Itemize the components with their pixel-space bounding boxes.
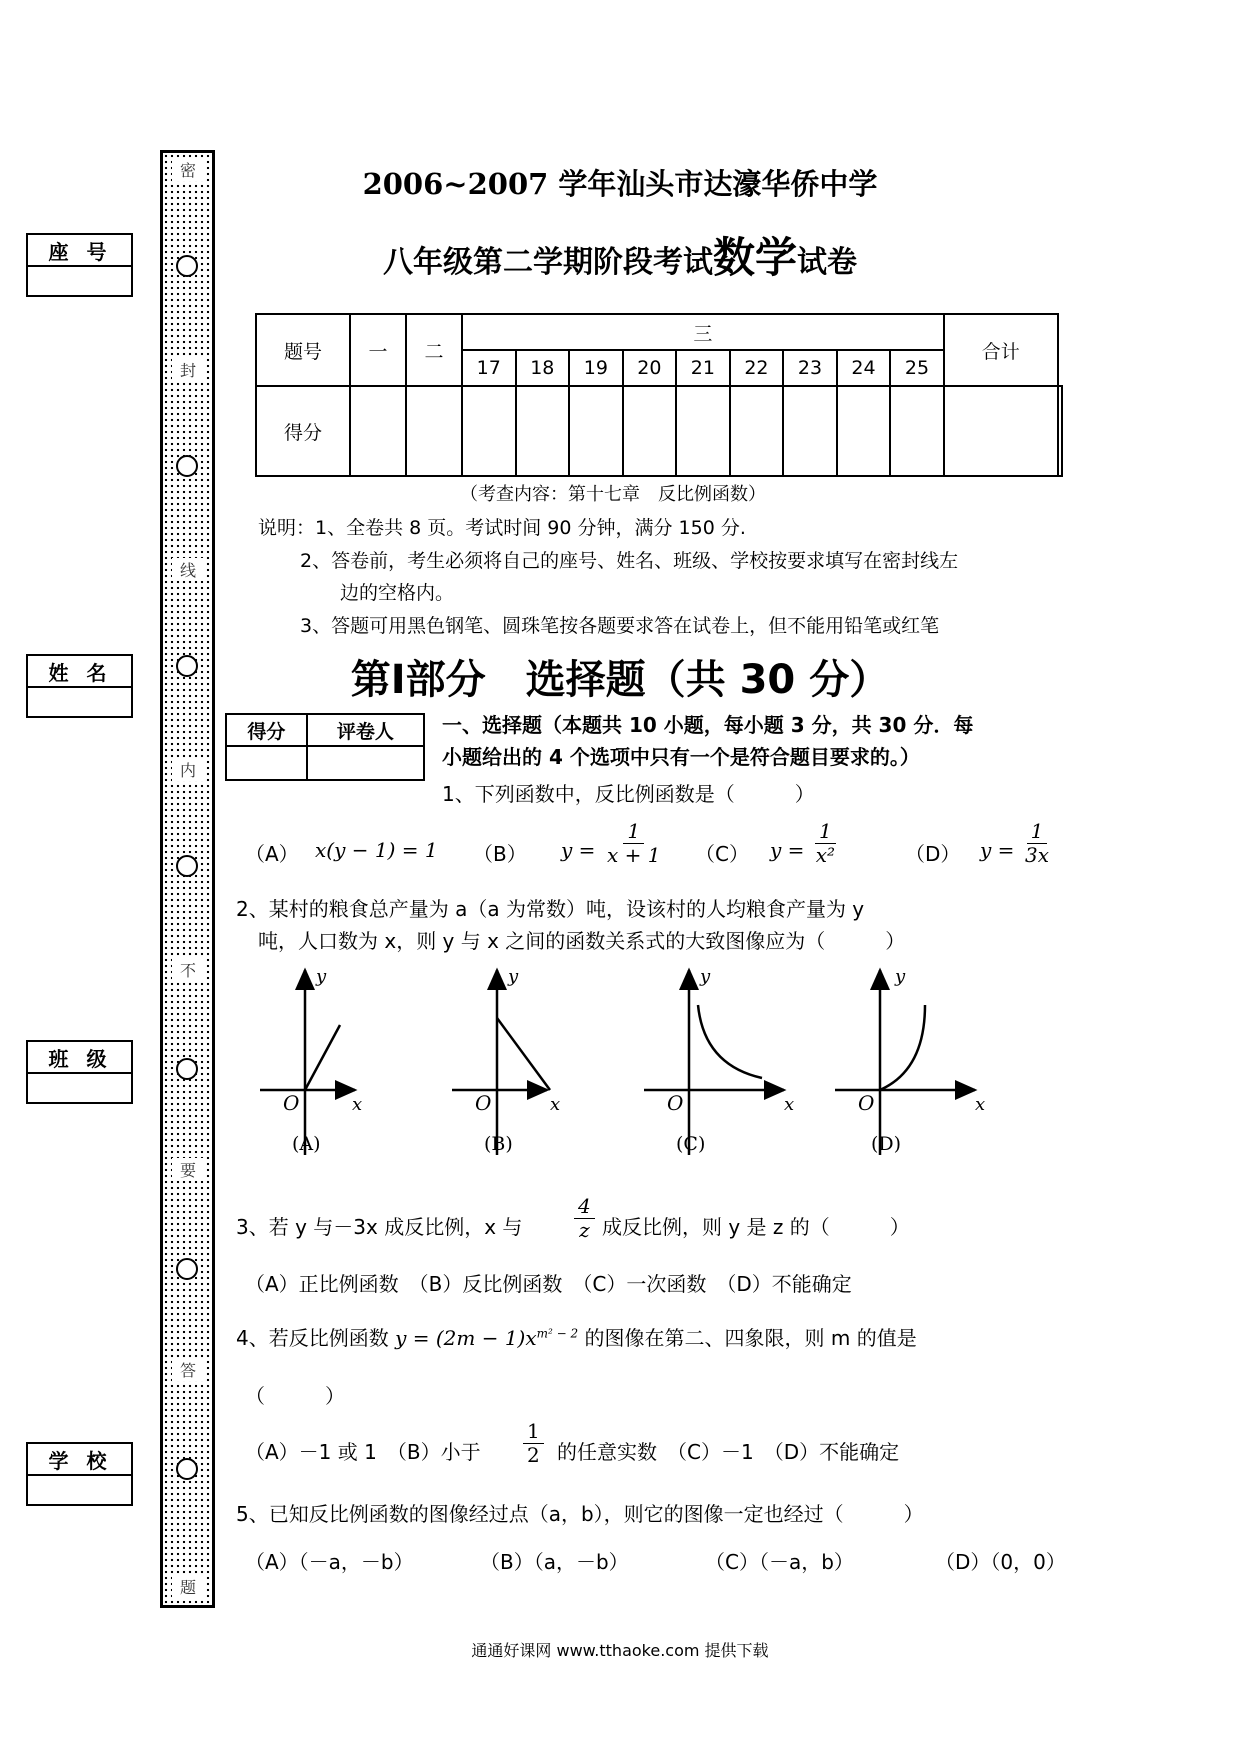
q3-pre: 3、若 y 与－3x 成反比例，x 与 — [236, 1215, 523, 1239]
q3-options: （A）正比例函数 （B）反比例函数 （C）一次函数 （D）不能确定 — [245, 1272, 852, 1296]
school-box — [26, 1442, 133, 1506]
strip-char: 封 — [172, 358, 204, 381]
note-line: 说明：1、全卷共 8 页。考试时间 90 分钟，满分 150 分. — [258, 517, 746, 539]
origin-label: O — [475, 1091, 492, 1115]
col-part1: 一 — [350, 314, 406, 386]
q1-option-d-frac — [1025, 820, 1049, 867]
sub-col: 17 — [462, 350, 516, 386]
frac-num: 1 — [523, 1420, 544, 1444]
q4-exponent: m² − 2 — [536, 1326, 579, 1341]
name-label: 姓名 — [28, 656, 131, 688]
frac-num: 4 — [574, 1195, 595, 1219]
grader-name-cell[interactable] — [307, 746, 424, 780]
x-axis-label: x — [784, 1094, 795, 1115]
q1-option-b-y: y = — [561, 838, 596, 862]
q2-line1: 2、某村的粮食总产量为 a（a 为常数）吨，设该村的人均粮食产量为 y — [236, 897, 865, 921]
origin-label: O — [667, 1091, 684, 1115]
graph-label: (C) — [676, 1133, 706, 1155]
y-axis-label: y — [316, 966, 327, 987]
title-post: 试卷 — [797, 245, 857, 280]
frac-num: 1 — [1027, 820, 1048, 844]
strip-char: 密 — [172, 158, 204, 181]
sub-col: 23 — [783, 350, 837, 386]
binding-hole-icon — [176, 1258, 198, 1280]
sub-col: 24 — [837, 350, 891, 386]
score-cell[interactable] — [462, 386, 516, 476]
exam-title-line2 — [0, 225, 1240, 285]
score-cell[interactable] — [730, 386, 784, 476]
score-table — [255, 313, 1063, 477]
strip-char: 题 — [172, 1575, 204, 1598]
sub-col: 18 — [516, 350, 570, 386]
score-cell[interactable] — [1058, 386, 1062, 476]
q4-options — [245, 1420, 1075, 1480]
graph-label: (D) — [871, 1133, 902, 1155]
q4-pre: 4、若反比例函数 — [236, 1326, 389, 1350]
y-axis-label: y — [508, 966, 519, 987]
section-intro: 小题给出的 4 个选项中只有一个是符合题目要求的。） — [442, 745, 920, 769]
q5-option-a: （A）（－a，－b） — [245, 1550, 414, 1574]
y-axis-label: y — [895, 966, 906, 987]
frac-den: x + 1 — [607, 843, 661, 867]
frac-den: z — [579, 1218, 590, 1242]
sub-col: 19 — [569, 350, 623, 386]
part-title: 第Ⅰ部分 选择题（共 30 分） — [350, 657, 890, 703]
strip-char: 答 — [172, 1358, 204, 1381]
q3-post: 成反比例，则 y 是 z 的（ ） — [602, 1215, 910, 1239]
strip-char: 线 — [172, 558, 204, 581]
class-box — [26, 1040, 133, 1104]
section-intro: 一、选择题（本题共 10 小题，每小题 3 分，共 30 分．每 — [442, 713, 974, 737]
sub-col: 21 — [676, 350, 730, 386]
score-cell[interactable] — [406, 386, 462, 476]
q5-option-b: （B）（a，－b） — [480, 1550, 629, 1574]
graph-c — [644, 966, 794, 1155]
q2-graphs — [250, 960, 1010, 1160]
score-cell[interactable] — [676, 386, 730, 476]
score-cell[interactable] — [944, 386, 1058, 476]
q5-option-c: （C）（－a，b） — [705, 1550, 854, 1574]
q1-option-d-y: y = — [980, 838, 1015, 862]
note-line: 边的空格内。 — [340, 582, 455, 604]
binding-hole-icon — [176, 455, 198, 477]
frac-den: 2 — [527, 1443, 540, 1467]
q2-line2: 吨，人口数为 x，则 y 与 x 之间的函数关系式的大致图像应为（ ） — [258, 929, 906, 953]
origin-label: O — [858, 1091, 875, 1115]
col-total: 合计 — [944, 314, 1058, 386]
sub-col: 25 — [890, 350, 944, 386]
graph-b — [452, 966, 560, 1155]
q4-post: 的图像在第二、四象限，则 m 的值是 — [584, 1326, 917, 1350]
binding-hole-icon — [176, 1058, 198, 1080]
x-axis-label: x — [975, 1094, 986, 1115]
graph-label: (A) — [292, 1133, 321, 1155]
note-line: 3、答题可用黑色钢笔、圆珠笔按各题要求答在试卷上，但不能用铅笔或红笔 — [300, 615, 940, 637]
score-row-label: 得分 — [256, 386, 350, 476]
q1-option-c-y: y = — [770, 838, 805, 862]
question-number-label: 题号 — [256, 314, 350, 386]
score-cell[interactable] — [350, 386, 406, 476]
strip-char: 要 — [172, 1158, 204, 1181]
q1-option-d-label: （D） — [905, 842, 961, 866]
frac-num: 1 — [623, 820, 644, 844]
title-pre: 八年级第二学期阶段考试 — [382, 245, 713, 280]
graph-d — [835, 966, 985, 1155]
binding-hole-icon — [176, 855, 198, 877]
grader-score-cell[interactable] — [226, 746, 307, 780]
q1-stem: 1、下列函数中，反比例函数是（ ） — [442, 782, 815, 806]
score-cell[interactable] — [623, 386, 677, 476]
q3 — [236, 1195, 1066, 1255]
school-blank[interactable] — [28, 1476, 131, 1504]
score-cell[interactable] — [569, 386, 623, 476]
score-cell[interactable] — [783, 386, 837, 476]
q1-options — [245, 820, 1075, 882]
q5-option-d: （D）（0，0） — [935, 1550, 1066, 1574]
title-subject: 数学 — [712, 233, 797, 282]
q1-option-b-label: （B） — [473, 842, 527, 866]
score-cell[interactable] — [516, 386, 570, 476]
grader-score-label: 得分 — [226, 714, 307, 746]
q4-option-a: （A）－1 或 1 （B）小于 — [245, 1440, 481, 1464]
x-axis-label: x — [550, 1094, 561, 1115]
origin-label: O — [283, 1091, 300, 1115]
seat-number-label: 座号 — [28, 235, 131, 267]
q3-frac — [574, 1195, 595, 1242]
q5-stem: 5、已知反比例函数的图像经过点（a，b），则它的图像一定也经过（ ） — [236, 1502, 924, 1526]
binding-hole-icon — [176, 1458, 198, 1480]
q1-option-a-expr: x(y − 1) = 1 — [315, 838, 438, 862]
exam-title-line1: 2006~2007 学年汕头市达濠华侨中学 — [362, 167, 878, 201]
footer-text: 通通好课网 www.tthaoke.com 提供下载 — [471, 1641, 769, 1660]
q4-option-rest: 的任意实数 （C）－1 （D）不能确定 — [557, 1440, 900, 1464]
q1-option-c-frac — [815, 820, 836, 867]
strip-char: 不 — [172, 958, 204, 981]
q4 — [236, 1322, 1066, 1358]
col-part3: 三 — [462, 314, 944, 350]
class-blank[interactable] — [28, 1074, 131, 1102]
note-line: 2、答卷前，考生必须将自己的座号、姓名、班级、学校按要求填写在密封线左 — [300, 550, 959, 572]
class-label: 班级 — [28, 1042, 131, 1074]
sub-col: 20 — [623, 350, 677, 386]
y-axis-label: y — [700, 966, 711, 987]
frac-num: 1 — [815, 820, 836, 844]
q4-paren: （ ） — [245, 1384, 345, 1408]
grader-table — [225, 713, 425, 781]
q4-expr: y = (2m − 1)x — [395, 1326, 537, 1350]
grader-name-label: 评卷人 — [307, 714, 424, 746]
q4-frac — [523, 1420, 544, 1467]
score-cell[interactable] — [837, 386, 891, 476]
graph-label: (B) — [484, 1133, 513, 1155]
exam-scope: （考查内容：第十七章 反比例函数） — [460, 484, 766, 505]
q1-option-c-label: （C） — [695, 842, 749, 866]
frac-den: x² — [815, 843, 836, 867]
q1-option-b-frac — [607, 820, 660, 867]
graph-a — [260, 966, 362, 1155]
strip-char: 内 — [172, 758, 204, 781]
q1-option-a-label: （A） — [245, 842, 299, 866]
frac-den: 3x — [1025, 843, 1050, 867]
sub-col: 22 — [730, 350, 784, 386]
x-axis-label: x — [352, 1094, 363, 1115]
col-part2: 二 — [406, 314, 462, 386]
school-label: 学校 — [28, 1444, 131, 1476]
score-cell[interactable] — [890, 386, 944, 476]
